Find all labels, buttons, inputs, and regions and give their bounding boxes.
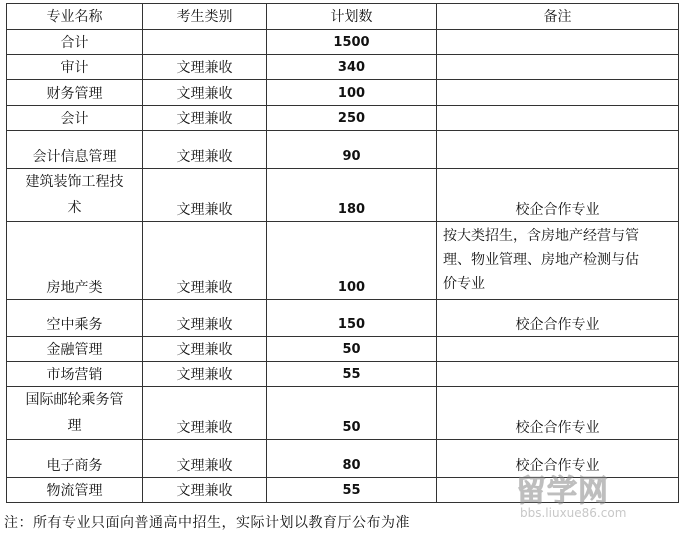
table-row [7,362,679,387]
site-watermark [516,466,666,528]
cell-category: 文理兼收 [143,131,267,169]
cell-note [437,362,679,387]
cell-major: 合计 [7,30,143,55]
header-major: 专业名称 [7,4,143,30]
table-header-row [7,4,679,30]
cell-major [7,387,143,440]
cell-category: 文理兼收 [143,387,267,440]
cell-note [437,131,679,169]
cell-note [437,55,679,80]
footnote: 注：所有专业只面向普通高中招生，实际计划以教育厅公布为准 [4,515,410,531]
cell-major: 审计 [7,55,143,80]
cell-major-line: 建筑装饰工程技 [25,174,124,190]
cell-plan: 100 [267,80,437,106]
table-row [7,387,679,440]
cell-major: 会计信息管理 [7,131,143,169]
cell-note [437,80,679,106]
cell-category: 文理兼收 [143,440,267,478]
cell-note-line: 理、物业管理、房地产检测与估 [443,252,639,268]
cell-category [143,30,267,55]
cell-category: 文理兼收 [143,300,267,337]
cell-major-line: 理 [67,418,82,434]
table-row [7,55,679,80]
table-row [7,80,679,106]
cell-note-line: 按大类招生，含房地产经营与管 [443,228,639,244]
cell-category: 文理兼收 [143,478,267,503]
watermark-url: bbs.liuxue86.com [520,506,627,520]
cell-category: 文理兼收 [143,55,267,80]
cell-note: 校企合作专业 [437,440,679,478]
cell-plan: 55 [267,362,437,387]
enrollment-plan-table-container [6,3,678,503]
cell-plan: 1500 [267,30,437,55]
header-note: 备注 [437,4,679,30]
cell-plan: 340 [267,55,437,80]
cell-note: 校企合作专业 [437,169,679,222]
header-plan: 计划数 [267,4,437,30]
cell-plan: 50 [267,337,437,362]
cell-major: 财务管理 [7,80,143,106]
cell-plan: 90 [267,131,437,169]
cell-category: 文理兼收 [143,169,267,222]
cell-major: 空中乘务 [7,300,143,337]
cell-category: 文理兼收 [143,222,267,300]
cell-category: 文理兼收 [143,362,267,387]
cell-plan: 250 [267,106,437,131]
cell-major: 物流管理 [7,478,143,503]
cell-note-line: 价专业 [443,276,485,292]
cell-category: 文理兼收 [143,337,267,362]
enrollment-plan-table [6,3,679,503]
cell-plan: 150 [267,300,437,337]
cell-plan: 100 [267,222,437,300]
cell-major-line: 国际邮轮乘务管 [25,392,124,408]
cell-major: 会计 [7,106,143,131]
cell-category: 文理兼收 [143,106,267,131]
table-row [7,300,679,337]
cell-note [437,222,679,300]
cell-plan: 180 [267,169,437,222]
watermark-logo-text: 留学网 [516,474,609,509]
table-row [7,337,679,362]
table-row [7,106,679,131]
cell-category: 文理兼收 [143,80,267,106]
cell-plan: 80 [267,440,437,478]
table-row [7,131,679,169]
table-row [7,169,679,222]
cell-major: 电子商务 [7,440,143,478]
cell-major [7,169,143,222]
cell-major: 市场营销 [7,362,143,387]
cell-note: 校企合作专业 [437,300,679,337]
cell-note: 校企合作专业 [437,387,679,440]
header-category: 考生类别 [143,4,267,30]
cell-major: 金融管理 [7,337,143,362]
table-row-total [7,30,679,55]
cell-major-line: 术 [67,200,82,216]
cell-plan: 55 [267,478,437,503]
cell-note [437,337,679,362]
cell-major: 房地产类 [7,222,143,300]
cell-plan: 50 [267,387,437,440]
table-row [7,222,679,300]
cell-note [437,106,679,131]
cell-note [437,30,679,55]
